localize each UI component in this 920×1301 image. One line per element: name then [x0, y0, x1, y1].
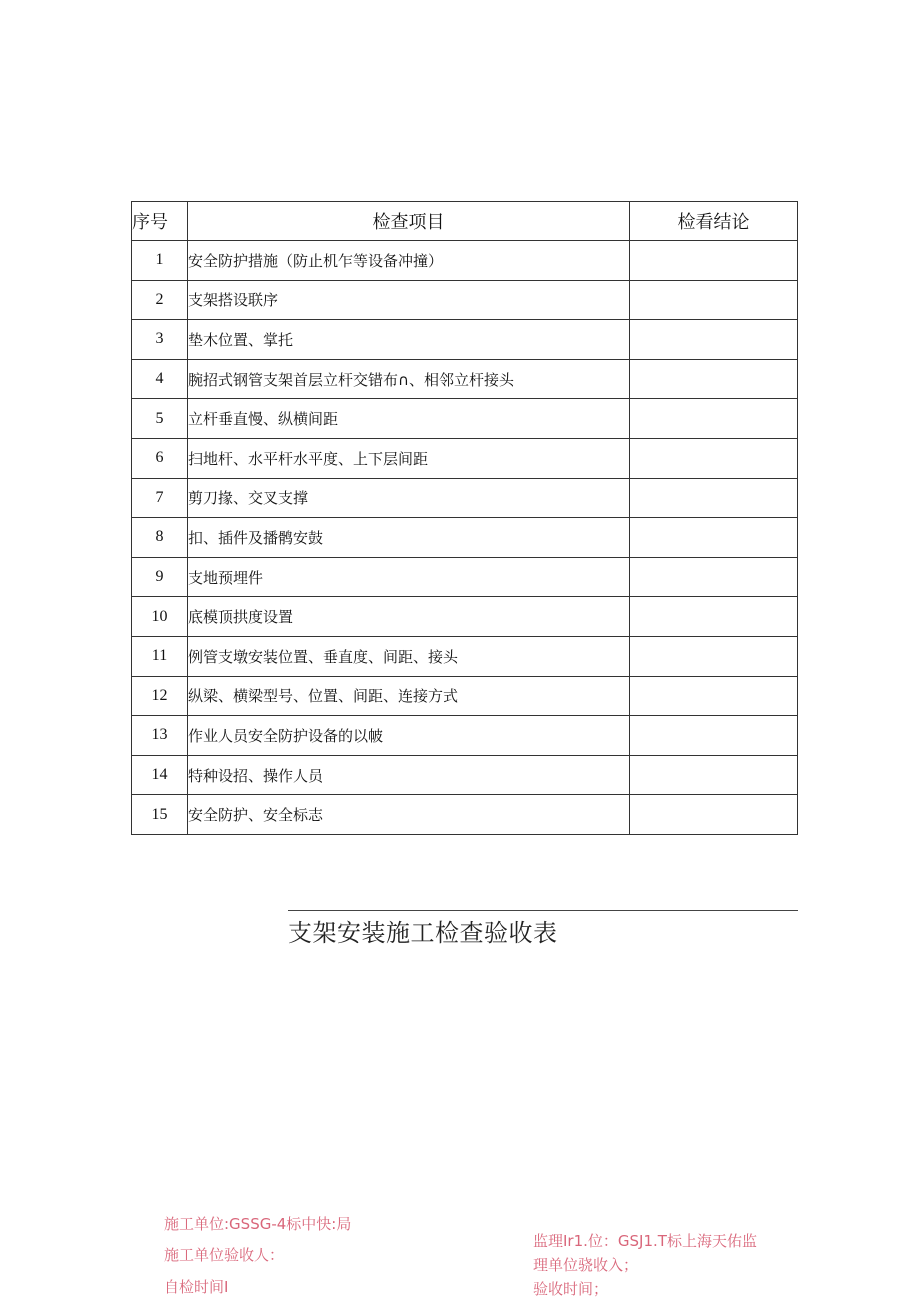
- row-check-item: 扫地杆、水平杆水平度、上下层间距: [188, 438, 630, 478]
- table-row: [132, 518, 798, 558]
- row-serial-no: 13: [132, 716, 188, 756]
- row-check-result[interactable]: [630, 478, 798, 518]
- row-serial-no: 12: [132, 676, 188, 716]
- row-check-result[interactable]: [630, 795, 798, 835]
- table-row: [132, 676, 798, 716]
- row-check-result[interactable]: [630, 716, 798, 756]
- document-title: 支架安装施工检查验收表: [288, 910, 798, 948]
- table-header-row: [132, 202, 798, 241]
- row-serial-no: 6: [132, 438, 188, 478]
- header-check-item: 检查项目: [188, 202, 630, 241]
- row-serial-no: 8: [132, 518, 188, 558]
- row-check-result[interactable]: [630, 320, 798, 360]
- table-row: [132, 636, 798, 676]
- row-check-item: 底模顶拱度设置: [188, 597, 630, 637]
- table-row: [132, 795, 798, 835]
- header-check-result: 检看结论: [630, 202, 798, 241]
- row-check-result[interactable]: [630, 557, 798, 597]
- row-serial-no: 15: [132, 795, 188, 835]
- row-check-result[interactable]: [630, 755, 798, 795]
- row-serial-no: 2: [132, 280, 188, 320]
- row-check-item: 扣、插件及播鹘安鼓: [188, 518, 630, 558]
- row-serial-no: 9: [132, 557, 188, 597]
- row-check-result[interactable]: [630, 597, 798, 637]
- row-check-result[interactable]: [630, 359, 798, 399]
- row-check-item: 安全防护、安全标志: [188, 795, 630, 835]
- construction-unit-label: 施工单位:GSSG-4标中快:局: [164, 1215, 352, 1233]
- table-row: [132, 755, 798, 795]
- row-serial-no: 5: [132, 399, 188, 439]
- row-check-result[interactable]: [630, 280, 798, 320]
- row-serial-no: 7: [132, 478, 188, 518]
- row-check-result[interactable]: [630, 241, 798, 281]
- row-serial-no: 4: [132, 359, 188, 399]
- row-check-item: 腕招式钢管支架首层立杆交错布∩、相邻立杆接头: [188, 359, 630, 399]
- supervision-unit-label: 监理Ir1.位：GSJ1.T标上海天佑监: [533, 1232, 757, 1250]
- row-check-result[interactable]: [630, 438, 798, 478]
- table-row: [132, 597, 798, 637]
- acceptance-time-label: 验收时间；: [533, 1280, 609, 1298]
- supervision-acceptor-label: 理单位骁收入；: [533, 1256, 639, 1274]
- table-row: [132, 399, 798, 439]
- table-body: [132, 241, 798, 835]
- row-serial-no: 10: [132, 597, 188, 637]
- inspection-table: [131, 201, 798, 835]
- table-row: [132, 438, 798, 478]
- row-check-item: 立杆垂直慢、纵横间距: [188, 399, 630, 439]
- table-row: [132, 241, 798, 281]
- row-check-item: 剪刀掾、交叉支撑: [188, 478, 630, 518]
- row-serial-no: 1: [132, 241, 188, 281]
- row-check-item: 例管支墩安装位置、垂直度、间距、接头: [188, 636, 630, 676]
- table-row: [132, 716, 798, 756]
- table-row: [132, 557, 798, 597]
- table-row: [132, 320, 798, 360]
- row-check-item: 安全防护措施（防止机乍等设备冲撞）: [188, 241, 630, 281]
- row-serial-no: 3: [132, 320, 188, 360]
- row-check-item: 作业人员安全防护设备的以帔: [188, 716, 630, 756]
- row-serial-no: 11: [132, 636, 188, 676]
- table-row: [132, 280, 798, 320]
- row-check-item: 垫木位置、掌托: [188, 320, 630, 360]
- row-check-result[interactable]: [630, 518, 798, 558]
- row-serial-no: 14: [132, 755, 188, 795]
- table-row: [132, 478, 798, 518]
- self-check-time-label: 自检时间I: [164, 1278, 229, 1296]
- row-check-item: 支架搭设联序: [188, 280, 630, 320]
- row-check-result[interactable]: [630, 636, 798, 676]
- header-serial-no: 序号: [132, 202, 188, 241]
- row-check-item: 纵梁、横梁型号、位置、间距、连接方式: [188, 676, 630, 716]
- row-check-item: 特种设招、操作人员: [188, 755, 630, 795]
- row-check-item: 支地预埋件: [188, 557, 630, 597]
- row-check-result[interactable]: [630, 676, 798, 716]
- construction-acceptor-label: 施工单位验收人：: [164, 1246, 285, 1264]
- table-row: [132, 359, 798, 399]
- row-check-result[interactable]: [630, 399, 798, 439]
